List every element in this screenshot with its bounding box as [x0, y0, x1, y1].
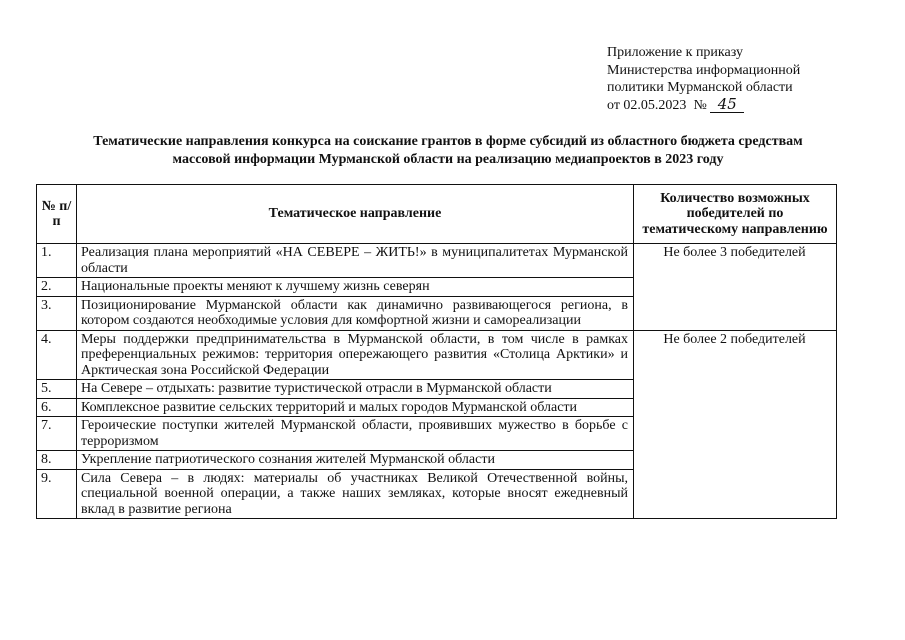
header-winners: Количество возможных победителей по тематическому направлению — [634, 185, 837, 244]
row-direction: Национальные проекты меняют к лучшему жизнь северян — [77, 278, 634, 297]
table-row — [37, 244, 837, 278]
document-title — [30, 133, 866, 169]
row-number: 7. — [37, 417, 77, 451]
table-row — [37, 330, 837, 380]
appendix-date: от 02.05.2023 — [607, 97, 687, 113]
row-number: 9. — [37, 469, 77, 519]
row-direction: Меры поддержки предпринимательства в Мурманской области, в том числе в рамках преференциальных режимов: территория опережающего развития «Столица Арктики» и Арктическая зона Российской Федерации — [77, 330, 634, 380]
row-direction: Комплексное развитие сельских территорий и малых городов Мурманской области — [77, 398, 634, 417]
row-direction: Реализация плана мероприятий «НА СЕВЕРЕ – ЖИТЬ!» в муниципалитетах Мурманской области — [77, 244, 634, 278]
row-direction: На Севере – отдыхать: развитие туристической отрасли в Мурманской области — [77, 380, 634, 399]
row-number: 2. — [37, 278, 77, 297]
header-num: № п/п — [37, 185, 77, 244]
row-number: 8. — [37, 451, 77, 470]
appendix-number-sign: № — [693, 97, 707, 113]
appendix-line-2: Министерства информационной — [607, 62, 801, 78]
appendix-line-1: Приложение к приказу — [607, 45, 743, 60]
row-direction: Позиционирование Мурманской области как динамично развивающегося региона, в котором создаются необходимые условия для комфортной жизни и самореализации — [77, 296, 634, 330]
row-direction: Сила Севера – в людях: материалы об участниках Великой Отечественной войны, специальной военной операции, а также наших земляках, которые вносят ежедневный вклад в развитие региона — [77, 469, 634, 519]
header-direction: Тематическое направление — [77, 185, 634, 244]
appendix-line-3: политики Мурманской области — [607, 80, 793, 95]
row-number: 6. — [37, 398, 77, 417]
winners-group-1: Не более 3 победителей — [634, 244, 837, 331]
appendix-block — [607, 44, 897, 114]
appendix-number-handwritten: 45 — [710, 97, 744, 113]
row-direction: Героические поступки жителей Мурманской области, проявивших мужество в борьбе с терроризмом — [77, 417, 634, 451]
title-line-1: Тематические направления конкурса на соискание грантов в форме субсидий из областного бюджета средствам — [93, 134, 803, 149]
row-direction: Укрепление патриотического сознания жителей Мурманской области — [77, 451, 634, 470]
winners-group-2: Не более 2 победителей — [634, 330, 837, 519]
row-number: 1. — [37, 244, 77, 278]
row-number: 4. — [37, 330, 77, 380]
title-line-2: массовой информации Мурманской области на реализацию медиапроектов в 2023 году — [172, 152, 724, 167]
table-header-row — [37, 185, 837, 244]
row-number: 5. — [37, 380, 77, 399]
row-number: 3. — [37, 296, 77, 330]
appendix-date-line — [607, 94, 897, 115]
directions-table — [36, 184, 837, 519]
